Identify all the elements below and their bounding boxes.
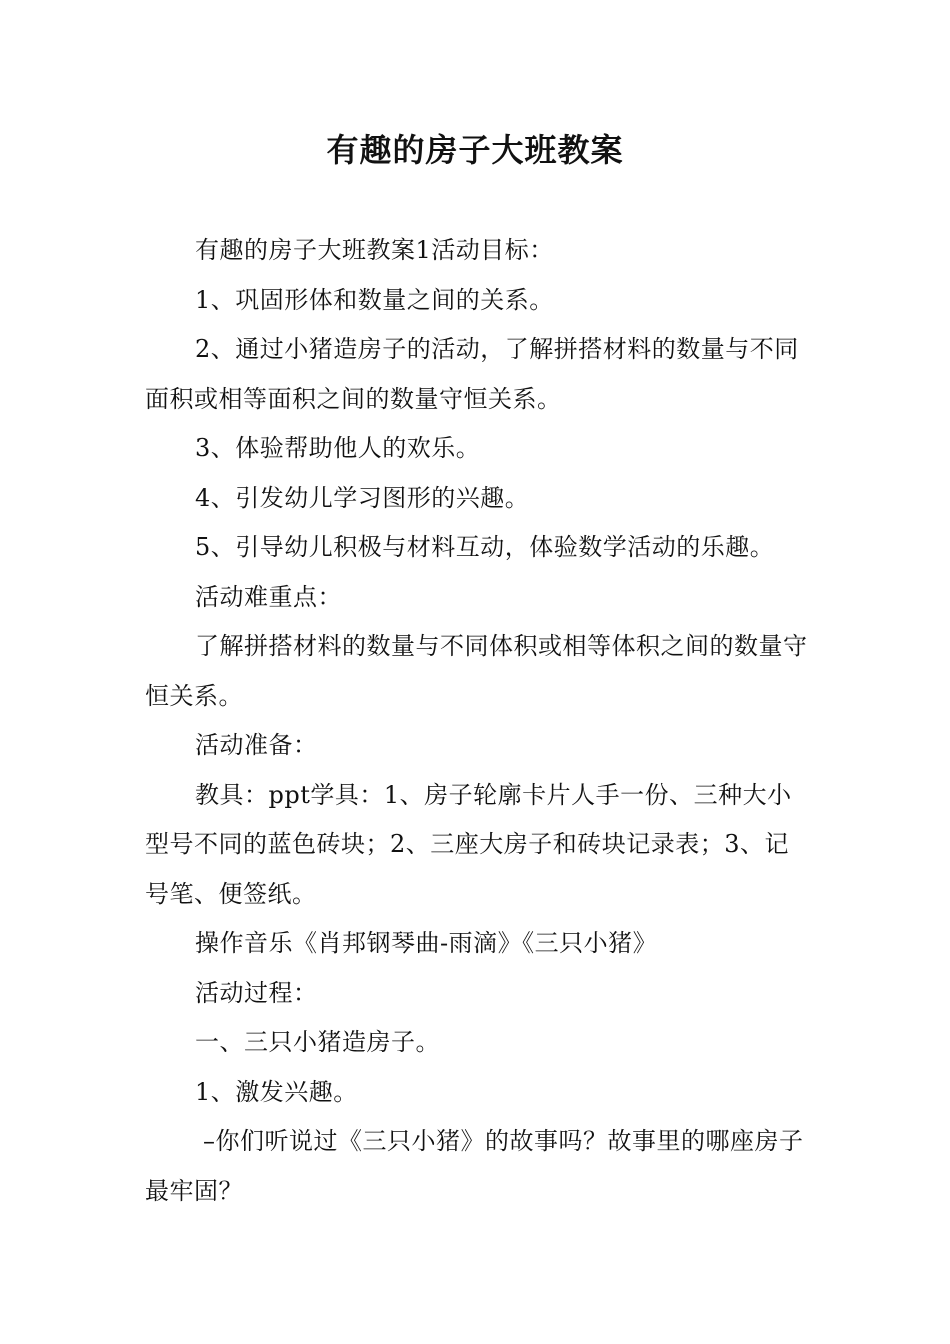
paragraph-step-one-1: 1、激发兴趣。 <box>195 1077 358 1106</box>
paragraph-question: –你们听说过《三只小猪》的故事吗？故事里的哪座房子最牢固？ <box>145 1127 804 1205</box>
paragraph-key-points: 了解拼搭材料的数量与不同体积或相等体积之间的数量守恒关系。 <box>145 632 808 710</box>
document-title: 有趣的房子大班教案 <box>326 131 624 169</box>
heading-preparation: 活动准备： <box>195 731 318 759</box>
paragraph-intro: 有趣的房子大班教案1活动目标： <box>195 236 554 264</box>
heading-process: 活动过程： <box>195 978 318 1007</box>
paragraph-step-one: 一、三只小猪造房子。 <box>195 1028 440 1056</box>
paragraph-materials: 教具：ppt学具：1、房子轮廓卡片人手一份、三种大小型号不同的蓝色砖块；2、三座大房子和砖块记录表；3、记号笔、便签纸。 <box>145 780 792 908</box>
heading-key-points: 活动难重点： <box>195 582 342 611</box>
paragraph-goal-2: 2、通过小猪造房子的活动，了解拼搭材料的数量与不同面积或相等面积之间的数量守恒关系。 <box>145 335 799 413</box>
document-body <box>145 226 810 1216</box>
paragraph-music: 操作音乐《肖邦钢琴曲-雨滴》《三只小猪》 <box>195 929 658 957</box>
paragraph-goal-3: 3、体验帮助他人的欢乐。 <box>195 434 481 462</box>
paragraph-goal-5: 5、引导幼儿积极与材料互动，体验数学活动的乐趣。 <box>195 533 775 561</box>
paragraph-goal-1: 1、巩固形体和数量之间的关系。 <box>195 285 554 314</box>
paragraph-goal-4: 4、引发幼儿学习图形的兴趣。 <box>195 483 530 512</box>
